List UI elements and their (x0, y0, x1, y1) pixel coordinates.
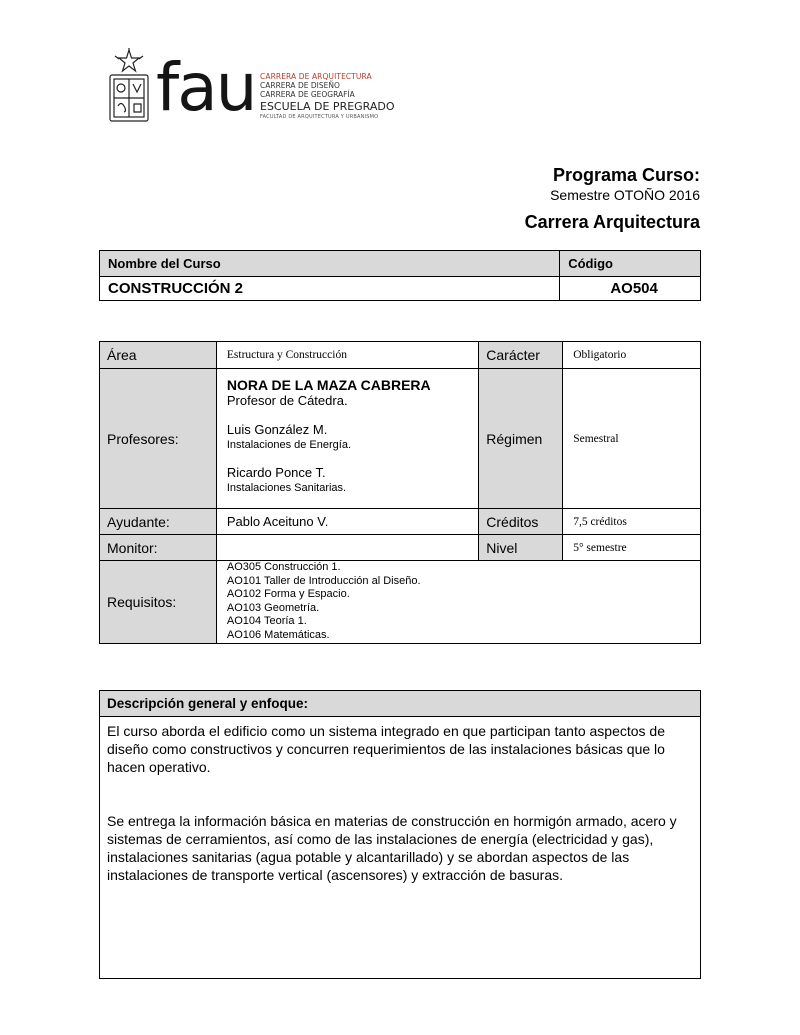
area-label: Área (100, 342, 217, 369)
semester-label: Semestre OTOÑO 2016 (550, 187, 700, 203)
requisito-item: AO102 Forma y Espacio. (226, 588, 350, 601)
professor-name: Ricardo Ponce T. (226, 465, 326, 480)
caracter-label: Carácter (479, 342, 563, 369)
regimen-value: Semestral (563, 369, 701, 509)
requisito-item: AO103 Geometría. (226, 601, 320, 614)
logo-text (260, 72, 395, 120)
requisito-item: AO104 Teoría 1. (226, 615, 307, 628)
career-title: Carrera Arquitectura (524, 212, 700, 232)
requisito-item: AO101 Taller de Introducción al Diseño. (226, 574, 421, 587)
description-table (99, 690, 701, 979)
fau-logo (106, 48, 406, 134)
nivel-label: Nivel (479, 535, 563, 561)
course-code-header: Código (560, 251, 701, 277)
profesores-label: Profesores: (100, 369, 217, 509)
professor-role: Profesor de Cátedra. (226, 393, 348, 408)
professor-name: NORA DE LA MAZA CABRERA (226, 377, 431, 393)
description-body (100, 717, 701, 979)
creditos-value: 7,5 créditos (563, 509, 701, 535)
requisitos-label: Requisitos: (100, 561, 217, 644)
course-code: AO504 (560, 277, 701, 301)
details-table (99, 341, 701, 644)
logo-wordmark: fau (156, 49, 256, 126)
description-header: Descripción general y enfoque: (100, 691, 701, 717)
description-paragraph: El curso aborda el edificio como un sistema integrado en que participan tanto aspectos de diseño como constructivos y concurren requerimientos de las instalaciones básicas que lo hacen operativo. (107, 723, 666, 775)
professor-role: Instalaciones de Energía. (226, 439, 352, 451)
logo-line: CARRERA DE DISEÑO (260, 81, 340, 90)
ayudante-label: Ayudante: (100, 509, 217, 535)
profesores-list (216, 369, 478, 509)
requisito-item: AO305 Construcción 1. (226, 561, 341, 573)
title-block (525, 164, 700, 233)
creditos-label: Créditos (479, 509, 563, 535)
monitor-value (216, 535, 478, 561)
area-value: Estructura y Construcción (216, 342, 478, 369)
logo-line: ESCUELA DE PREGRADO (260, 100, 395, 113)
logo-line: FACULTAD DE ARQUITECTURA Y URBANISMO (260, 114, 379, 120)
course-name: CONSTRUCCIÓN 2 (100, 277, 560, 301)
caracter-value: Obligatorio (563, 342, 701, 369)
monitor-label: Monitor: (100, 535, 217, 561)
university-seal-icon (106, 48, 152, 128)
course-table (99, 250, 701, 301)
logo-line: CARRERA DE GEOGRAFÍA (260, 90, 355, 99)
professor-name: Luis González M. (226, 422, 328, 437)
ayudante-value: Pablo Aceituno V. (216, 509, 478, 535)
professor-role: Instalaciones Sanitarias. (226, 482, 347, 494)
requisitos-list (216, 561, 700, 644)
course-name-header: Nombre del Curso (100, 251, 560, 277)
description-paragraph: Se entrega la información básica en materias de construcción en hormigón armado, acero y sistemas de cerramientos, así como de las instalaciones de energía (electricidad y gas), instalaciones sanitarias (agua potable y alcantarillado) y se abordan aspectos de las instalaciones de transporte vertical (ascensores) y extracción de basuras. (107, 813, 677, 883)
regimen-label: Régimen (479, 369, 563, 509)
page-title: Programa Curso: (552, 165, 700, 185)
requisito-item: AO106 Matemáticas. (226, 628, 330, 641)
logo-line: CARRERA DE ARQUITECTURA (260, 72, 372, 81)
nivel-value: 5° semestre (563, 535, 701, 561)
